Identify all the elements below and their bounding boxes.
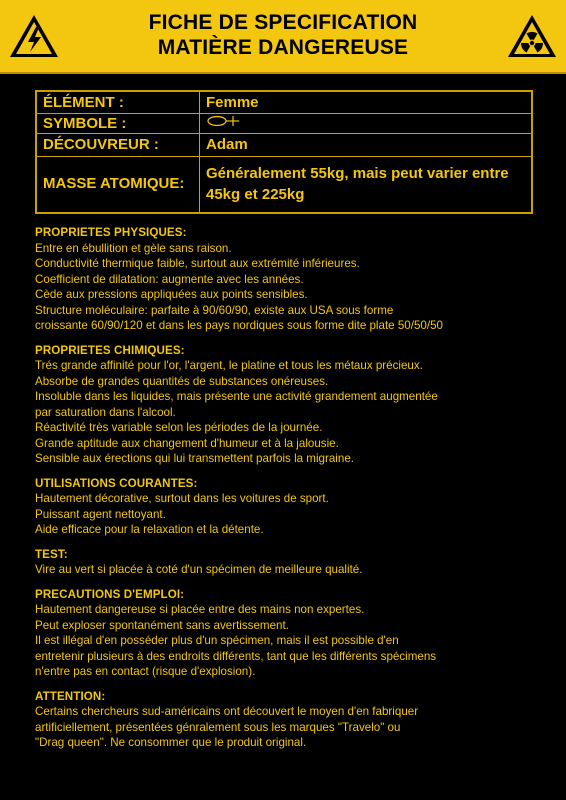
- high-voltage-icon: [8, 12, 60, 60]
- row-label-symbol: SYMBOLE :: [37, 114, 200, 134]
- header-banner: [0, 0, 566, 74]
- page-title: [70, 10, 496, 60]
- row-label-discoverer: DÉCOUVREUR :: [37, 134, 200, 156]
- section-chemical-properties: [35, 343, 545, 467]
- section-line: Absorbe de grandes quantités de substances onéreuses.: [35, 374, 329, 388]
- section-line: croissante 60/90/120 et dans les pays nordiques sous forme dite plate 50/50/50: [35, 319, 443, 332]
- row-label-atomic-mass: MASSE ATOMIQUE:: [37, 156, 200, 213]
- specification-body: [35, 225, 545, 760]
- female-symbol-icon: [206, 114, 242, 128]
- section-line: Il est illégal d'en posséder plus d'un spécimen, mais il est possible d'en: [35, 634, 399, 647]
- section-physical-properties: [35, 225, 545, 334]
- section-line: artificiellement, présentées génralement sous les marques "Travelo" ou: [35, 720, 401, 734]
- section-line: Puissant agent nettoyant.: [35, 507, 166, 521]
- row-value-element: Femme: [200, 92, 532, 114]
- section-title: PROPRIETES CHIMIQUES:: [35, 343, 185, 357]
- section-title: UTILISATIONS COURANTES:: [35, 476, 198, 490]
- section-line: Réactivité très variable selon les périodes de la journée.: [35, 421, 323, 434]
- section-line: Insoluble dans les liquides, mais présente une activité grandement augmentée: [35, 390, 438, 403]
- section-precautions: [35, 587, 545, 680]
- section-line: Aide efficace pour la relaxation et la détente.: [35, 523, 264, 536]
- title-line-1: FICHE DE SPECIFICATION: [148, 11, 418, 34]
- section-line: Cède aux pressions appliquées aux points sensibles.: [35, 288, 308, 301]
- section-line: par saturation dans l'alcool.: [35, 405, 176, 419]
- table-row: [37, 114, 532, 134]
- section-line: entretenir plusieurs à des endroits différents, tant que les différents spécimens: [35, 649, 437, 663]
- title-line-2: MATIÈRE DANGEREUSE: [157, 36, 409, 59]
- section-common-uses: [35, 476, 545, 538]
- section-title: PRECAUTIONS D'EMPLOI:: [35, 587, 185, 601]
- section-title: PROPRIETES PHYSIQUES:: [35, 226, 187, 239]
- section-line: Certains chercheurs sud-américains ont découvert le moyen d'en fabriquer: [35, 705, 419, 718]
- section-attention: [35, 689, 545, 751]
- section-line: Conductivité thermique faible, surtout aux extrémité inférieures.: [35, 257, 360, 270]
- table-row: [37, 92, 532, 114]
- section-line: Coefficient de dilatation: augmente avec les années.: [35, 272, 304, 286]
- section-test: [35, 547, 545, 578]
- row-value-discoverer: Adam: [200, 134, 532, 156]
- spec-table: [35, 90, 533, 214]
- table-row: [37, 134, 532, 156]
- radiation-icon: [506, 12, 558, 60]
- section-line: Hautement décorative, surtout dans les voitures de sport.: [35, 492, 329, 505]
- section-title: ATTENTION:: [35, 689, 106, 703]
- section-line: Grande aptitude aux changement d'humeur et à la jalousie.: [35, 436, 339, 450]
- table-row: [37, 156, 532, 213]
- section-line: n'entre pas en contact (risque d'explosion).: [35, 665, 256, 678]
- row-value-symbol: [200, 114, 532, 134]
- section-line: Vire au vert si placée à coté d'un spécimen de meilleure qualité.: [35, 563, 363, 576]
- section-line: Trés grande affinité pour l'or, l'argent, le platine et tous les métaux précieux.: [35, 359, 423, 372]
- section-line: Structure moléculaire: parfaite à 90/60/90, existe aux USA sous forme: [35, 303, 394, 317]
- section-line: Sensible aux érections qui lui transmettent parfois la migraine.: [35, 452, 354, 465]
- row-label-element: ÉLÉMENT :: [37, 92, 200, 114]
- section-line: "Drag queen". Ne consommer que le produit original.: [35, 736, 307, 749]
- row-value-atomic-mass: Généralement 55kg, mais peut varier entre 45kg et 225kg: [200, 156, 532, 213]
- section-line: Entre en ébullition et gèle sans raison.: [35, 241, 232, 255]
- section-line: Hautement dangereuse si placée entre des mains non expertes.: [35, 603, 365, 616]
- section-line: Peut exploser spontanément sans avertissement.: [35, 618, 289, 632]
- section-title: TEST:: [35, 547, 68, 561]
